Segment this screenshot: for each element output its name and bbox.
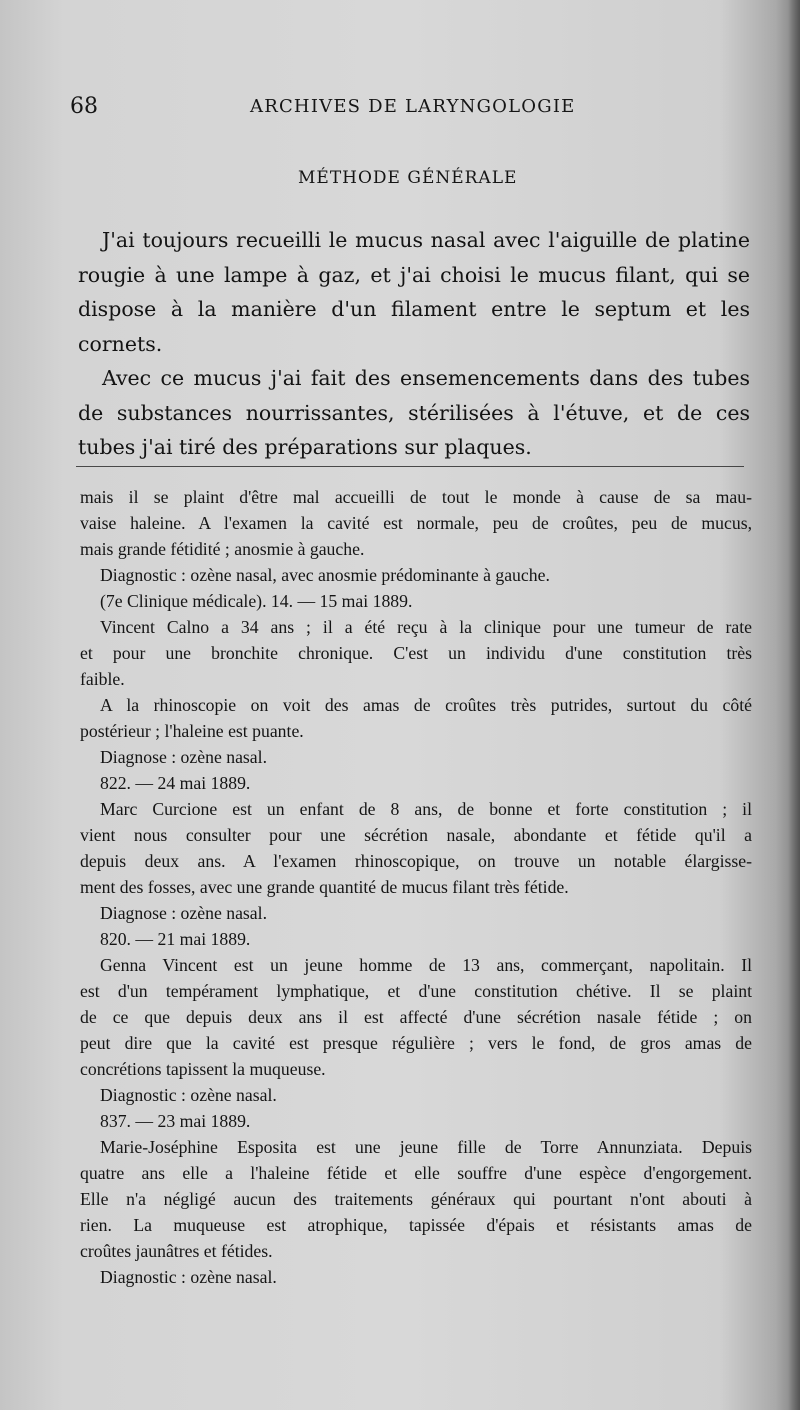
footnote-text-block (80, 484, 752, 1290)
footnote-line: vient nous consulter pour une sécrétion nasale, abondante et fétide qu'il a (80, 825, 752, 845)
footnote-line: 822. — 24 mai 1889. (100, 773, 251, 793)
footnote-line: concrétions tapissent la muqueuse. (80, 1059, 326, 1079)
footnote-line: 837. — 23 mai 1889. (100, 1111, 251, 1131)
footnote-line: A la rhinoscopie on voit des amas de croûtes très putrides, surtout du côté (100, 695, 752, 715)
footnote-line: 820. — 21 mai 1889. (100, 929, 251, 949)
main-paragraph: J'ai toujours recueilli le mucus nasal avec l'aiguille de platine rougie à une lampe à gaz, et j'ai choisi le mucus filant, qui se dispose à la manière d'un filament entre le septum et les cornets. (78, 228, 750, 356)
page-number: 68 (70, 94, 98, 119)
footnote-line: et pour une bronchite chronique. C'est un individu d'une constitution très (80, 643, 752, 663)
footnote-line: croûtes jaunâtres et fétides. (80, 1241, 273, 1261)
footnote-line: Vincent Calno a 34 ans ; il a été reçu à la clinique pour une tumeur de rate (100, 617, 752, 637)
footnote-line: Diagnostic : ozène nasal. (100, 1267, 277, 1287)
footnote-line: quatre ans elle a l'haleine fétide et elle souffre d'une espèce d'engorgement. (80, 1163, 752, 1183)
footnote-line: (7e Clinique médicale). 14. — 15 mai 1889. (100, 591, 413, 611)
running-header: ARCHIVES DE LARYNGOLOGIE (250, 96, 576, 117)
footnote-line: mais il se plaint d'être mal accueilli de tout le monde à cause de sa mau- (80, 487, 752, 507)
main-text-block (78, 223, 750, 465)
footnote-line: postérieur ; l'haleine est puante. (80, 721, 304, 741)
footnote-line: Marc Curcione est un enfant de 8 ans, de bonne et forte constitution ; il (100, 799, 752, 819)
footnote-line: Diagnose : ozène nasal. (100, 747, 267, 767)
footnote-line: Marie-Joséphine Esposita est une jeune fille de Torre Annunziata. Depuis (100, 1137, 752, 1157)
footnote-line: Diagnostic : ozène nasal, avec anosmie prédominante à gauche. (100, 565, 550, 585)
main-paragraph: Avec ce mucus j'ai fait des ensemencements dans des tubes de substances nourrissantes, stérilisées à l'étuve, et de ces tubes j'ai tiré des préparations sur plaques. (78, 366, 750, 459)
footnote-line: peut dire que la cavité est presque régulière ; vers le fond, de gros amas de (80, 1033, 752, 1053)
footnote-line: mais grande fétidité ; anosmie à gauche. (80, 539, 365, 559)
footnote-line: vaise haleine. A l'examen la cavité est normale, peu de croûtes, peu de mucus, (80, 513, 752, 533)
section-divider (76, 466, 744, 467)
footnote-line: depuis deux ans. A l'examen rhinoscopique, on trouve un notable élargisse- (80, 851, 752, 871)
footnote-line: Diagnostic : ozène nasal. (100, 1085, 277, 1105)
footnote-line: est d'un tempérament lymphatique, et d'une constitution chétive. Il se plaint (80, 981, 752, 1001)
footnote-line: Diagnose : ozène nasal. (100, 903, 267, 923)
footnote-line: faible. (80, 669, 125, 689)
footnote-line: ment des fosses, avec une grande quantité de mucus filant très fétide. (80, 877, 569, 897)
footnote-line: Genna Vincent est un jeune homme de 13 ans, commerçant, napolitain. Il (100, 955, 752, 975)
footnote-line: Elle n'a négligé aucun des traitements généraux qui pourtant n'ont abouti à (80, 1189, 752, 1209)
section-title: MÉTHODE GÉNÉRALE (298, 168, 518, 188)
footnote-line: de ce que depuis deux ans il est affecté d'une sécrétion nasale fétide ; on (80, 1007, 752, 1027)
footnote-line: rien. La muqueuse est atrophique, tapissée d'épais et résistants amas de (80, 1215, 752, 1235)
page-edge-shadow (788, 0, 800, 1410)
